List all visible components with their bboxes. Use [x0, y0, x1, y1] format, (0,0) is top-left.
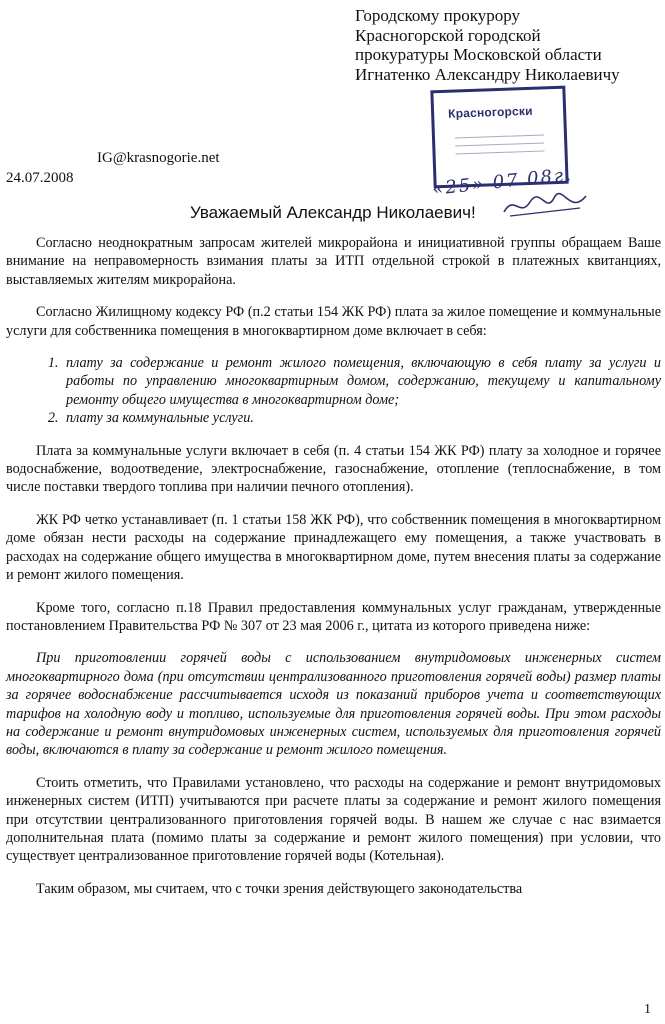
list-item: 2. плату за коммунальные услуги. [62, 409, 661, 427]
page-number: 1 [644, 1002, 651, 1017]
stamp-title: Красногорски [447, 103, 533, 121]
paragraph: Таким образом, мы считаем, что с точки зрения действующего законодательства [36, 880, 523, 897]
stamp-date: «25» 07 08г. [431, 164, 574, 200]
paragraph: ЖК РФ четко устанавливает (п. 1 статьи 158 ЖК РФ), что собственник помещения в многоквартирном доме обязан нести расходы на содержание принадлежащего ему помещения, а также участвовать в расходах на содержание общего имущества в многоквартирном доме, путем внесения платы за содержание и ремонт жилого помещения. [6, 511, 661, 584]
list-item: 1. плату за содержание и ремонт жилого помещения, включающую в себя плату за услуги и работы по управлению многоквартирным домом, содержанию, текущему и капитальному ремонту общего имущества в многоквартирном доме; [62, 354, 661, 409]
payment-list [6, 354, 661, 428]
signature-icon [500, 190, 590, 220]
paragraph: Кроме того, согласно п.18 Правил предоставления коммунальных услуг гражданам, утвержденные постановлением Правительства РФ № 307 от 23 мая 2006 г., цитата из которого приведена ниже: [6, 599, 661, 634]
addressee-line: Красногорской городской [355, 25, 541, 45]
addressee-line: Городскому прокурору [355, 6, 521, 25]
stamp-lines [455, 127, 545, 161]
addressee-line: прокуратуры Московской области [355, 45, 602, 64]
addressee-block [355, 6, 660, 84]
letter-body [6, 234, 661, 912]
paragraph: Согласно неоднократным запросам жителей микрорайона и инициативной группы обращаем Ваше внимание на неправомерность взимания платы за ИТП отдельной строкой в платежных квитанциях, выставляемых жителям микрорайона. [6, 235, 661, 288]
quoted-rule: При приготовлении горячей воды с использованием внутридомовых инженерных систем многоквартирного дома (при отсутствии централизованного приготовления горячей воды) размер платы за горячее водоснабжение рассчитывается исходя из показаний приборов учета и соответствующих тарифов на холодную воду и топливо, используемые для приготовления горячей воды. При этом расходы на содержание и ремонт внутридомовых инженерных систем, используемых для приготовления горячей воды, включаются в плату за содержание и ремонт жилого помещения. [6, 650, 661, 759]
paragraph: Плата за коммунальные услуги включает в себя (п. 4 статьи 154 ЖК РФ) плату за холодное и горячее водоснабжение, водоотведение, электроснабжение, газоснабжение, отопление (теплоснабжение, в том числе поставки твердого топлива при наличии печного отопления). [6, 442, 661, 496]
paragraph: Согласно Жилищному кодексу РФ (п.2 статьи 154 ЖК РФ) плата за жилое помещение и коммунальные услуги для собственника помещения в многоквартирном доме включает в себя: [6, 304, 661, 339]
letter-date: 24.07.2008 [6, 170, 74, 186]
salutation: Уважаемый Александр Николаевич! [190, 203, 476, 222]
sender-email: IG@krasnogorie.net [97, 150, 220, 166]
paragraph: Стоить отметить, что Правилами установлено, что расходы на содержание и ремонт внутридомовых инженерных систем (ИТП) учитываются при расчете платы за содержание и ремонт жилого помещения при отсутствии централизованного приготовления горячей воды. В нашем же случае с нас взимается дополнительная плата (помимо платы за содержание и ремонт жилого помещения) при условии, что существует централизованное приготовление горячей воды (Котельная). [6, 774, 661, 865]
addressee-line: Игнатенко Александру Николаевичу [355, 64, 620, 84]
